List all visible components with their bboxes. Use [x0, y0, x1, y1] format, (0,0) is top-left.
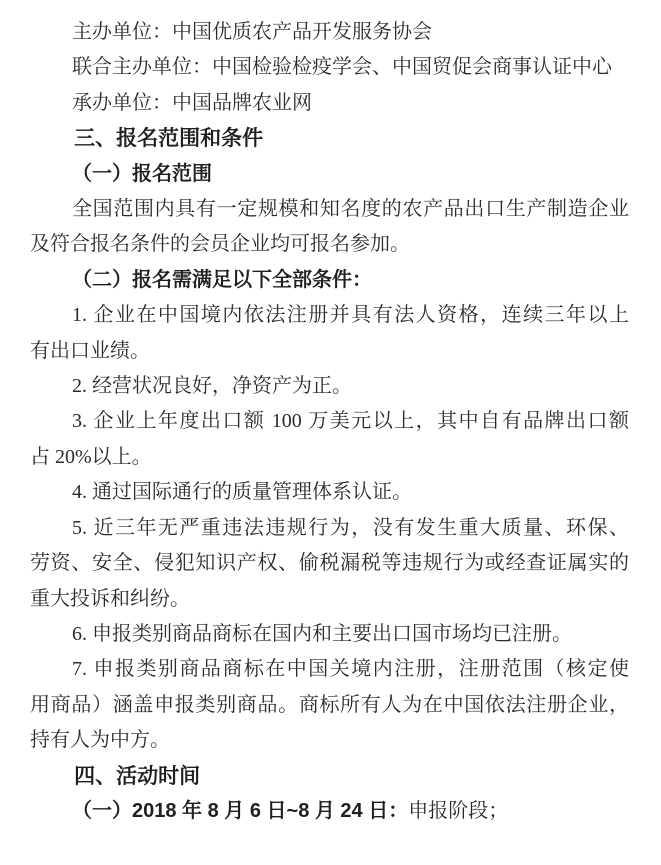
condition-2-line: 2. 经营状况良好，净资产为正。: [72, 375, 352, 398]
condition-1-line-1: 1. 企业在中国境内依法注册并具有法人资格，连续三年以上: [72, 304, 629, 327]
condition-3-line-1: 3. 企业上年度出口额 100 万美元以上，其中自有品牌出口额: [72, 410, 629, 433]
schedule-date-range: （一）2018 年 8 月 6 日~8 月 24 日：: [72, 799, 409, 822]
heading-3-1: （一）报名范围: [72, 162, 212, 185]
undertaker-line: 承办单位：中国品牌农业网: [72, 91, 312, 114]
scope-para-line-1: 全国范围内具有一定规模和知名度的农产品出口生产制造企业: [72, 198, 629, 221]
condition-1-line-2: 有出口业绩。: [30, 339, 150, 362]
schedule-4-1-line: [30, 794, 629, 829]
schedule-phase-label: 申报阶段；: [408, 799, 509, 822]
condition-5-line-2: 劳资、安全、侵犯知识产权、偷税漏税等违规行为或经查证属实的: [30, 552, 629, 575]
scope-para-line-2: 及符合报名条件的会员企业均可报名参加。: [30, 233, 410, 256]
condition-6-line: 6. 申报类别商品商标在国内和主要出口国市场均已注册。: [72, 622, 572, 645]
condition-7-line-3: 持有人为中方。: [30, 729, 170, 752]
co-organizer-line: 联合主办单位：中国检验检疫学会、中国贸促会商事认证中心: [72, 56, 612, 79]
condition-5-line-3: 重大投诉和纠纷。: [30, 587, 190, 610]
organizer-line: 主办单位：中国优质农产品开发服务协会: [72, 21, 432, 43]
condition-5-line-1: 5. 近三年无严重违法违规行为，没有发生重大质量、环保、: [72, 516, 629, 539]
condition-7-line-2: 用商品）涵盖申报类别商品。商标所有人为在中国依法注册企业，: [30, 693, 629, 716]
condition-7-line-1: 7. 申报类别商品商标在中国关境内注册，注册范围（核定使: [72, 658, 629, 681]
condition-4-line: 4. 通过国际通行的质量管理体系认证。: [72, 481, 412, 504]
heading-3-2: （二）报名需满足以下全部条件：: [72, 268, 372, 291]
condition-3-line-2: 占 20%以上。: [30, 445, 152, 468]
heading-section-4: 四、活动时间: [74, 764, 201, 788]
heading-section-3: 三、报名范围和条件: [74, 127, 264, 151]
